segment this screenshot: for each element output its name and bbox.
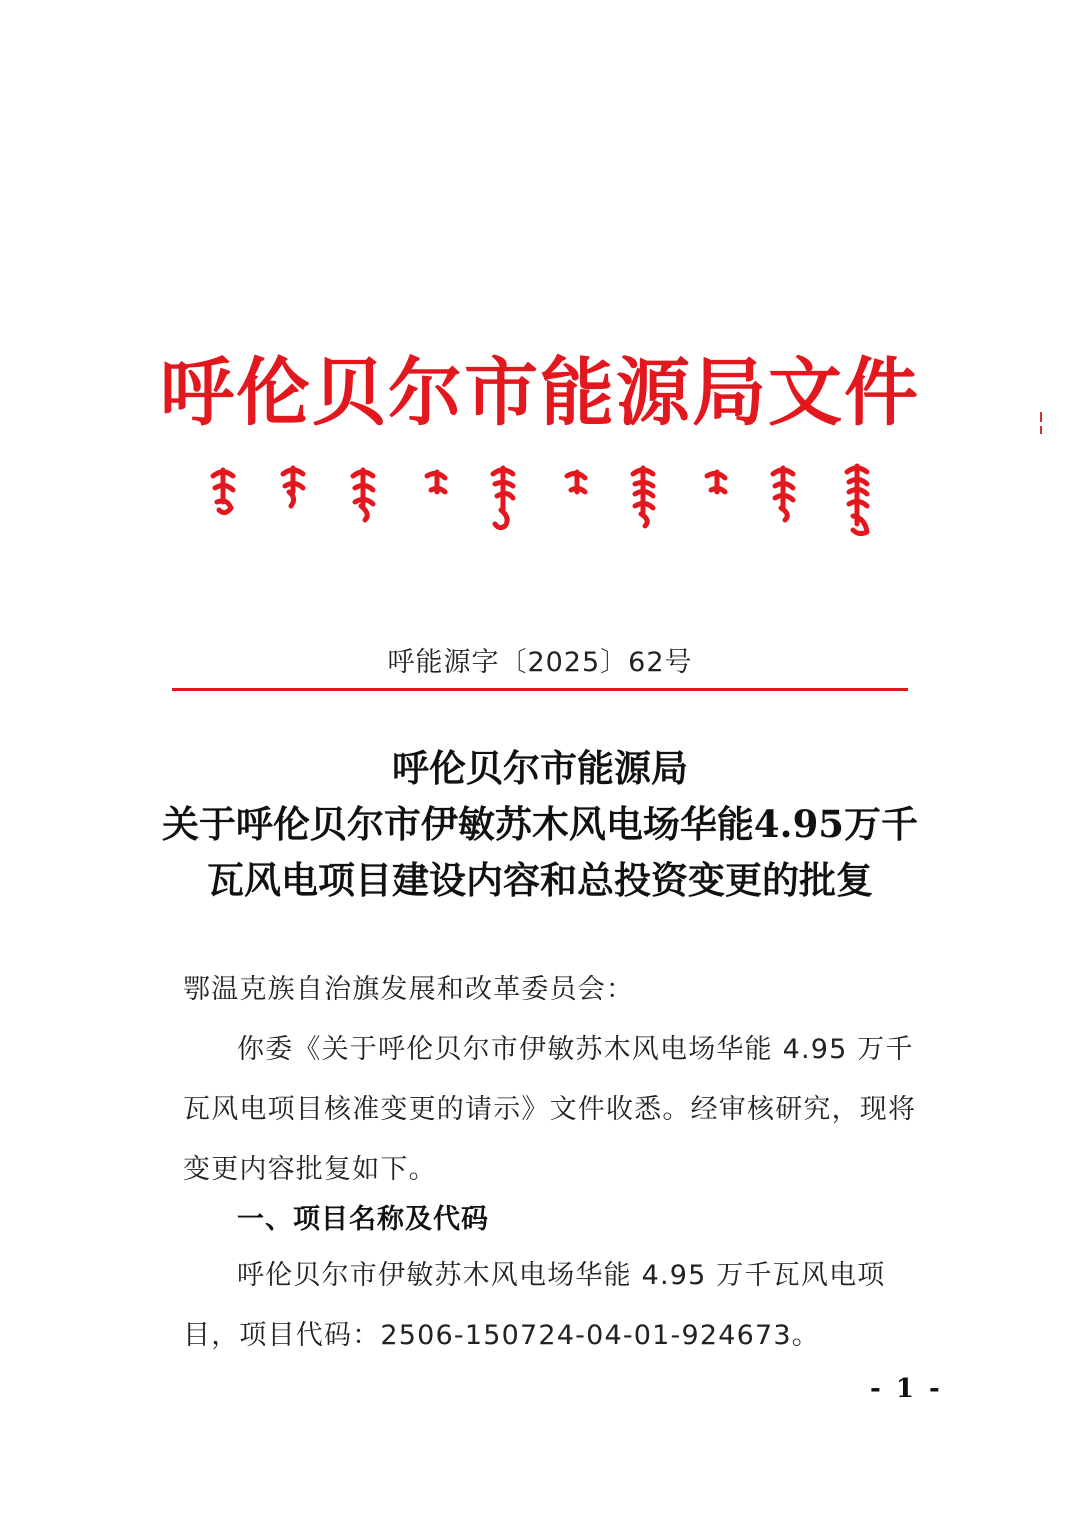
title-line-1: 呼伦贝尔市能源局	[392, 746, 688, 790]
document-number: 呼能源字〔2025〕62号	[387, 647, 693, 678]
body-paragraph-1: 你委《关于呼伦贝尔市伊敏苏木风电场华能 4.95 万千瓦风电项目核准变更的请示》文件收悉。经审核研究，现将变更内容批复如下。	[183, 1034, 917, 1185]
title-line-3: 瓦风电项目建设内容和总投资变更的批复	[207, 858, 873, 902]
agency-header-title: 呼伦贝尔市能源局文件	[160, 350, 920, 436]
mongolian-script-glyphs	[205, 462, 895, 542]
scan-mark	[1040, 412, 1042, 422]
scan-mark	[1040, 426, 1042, 434]
section-heading-1: 一、项目名称及代码	[237, 1204, 489, 1235]
document-title	[150, 740, 930, 908]
section-1-text: 呼伦贝尔市伊敏苏木风电场华能 4.95 万千瓦风电项目，项目代码：2506-150724-04-01-924673。	[183, 1260, 886, 1351]
red-divider-line	[172, 688, 908, 691]
page-number: - 1 -	[870, 1374, 943, 1404]
title-line-2: 关于呼伦贝尔市伊敏苏木风电场华能4.95万千	[161, 802, 919, 846]
addressee: 鄂温克族自治旗发展和改革委员会：	[183, 974, 635, 1005]
mongolian-script-header	[205, 462, 895, 542]
